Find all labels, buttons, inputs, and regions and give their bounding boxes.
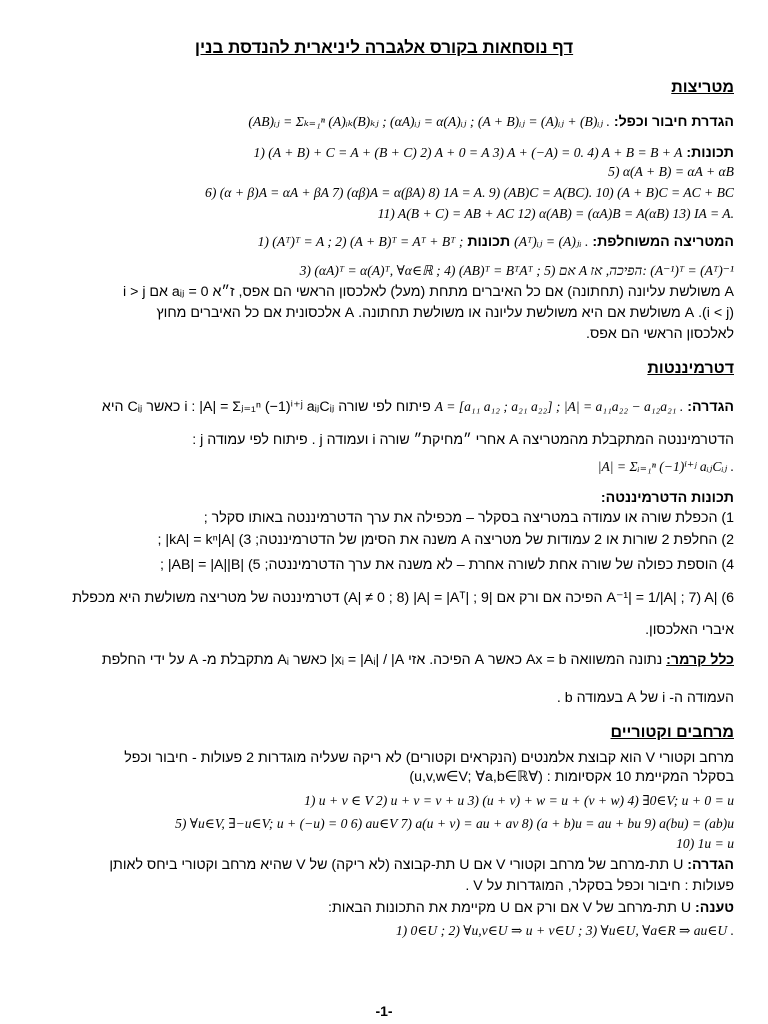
cramer-label: כלל קרמר:: [666, 652, 734, 668]
vs-axioms-line-2: 5) ∀u∈V, ∃−u∈V; u + (−u) = 0 6) au∈V 7) a(u + v) = au + av 8) (a + b)u = au + bu 9) a(bu) = (ab)u: [175, 816, 734, 831]
det-row-expansion: פיתוח לפי שורה i : |A| = Σⱼ₌₁ⁿ (−1)ⁱ⁺ʲ aᵢⱼCᵢⱼ כאשר Cᵢⱼ היא: [101, 399, 431, 415]
det-def-label: הגדרה:: [687, 399, 734, 415]
section-heading-vector-spaces: מרחבים וקטוריים: [610, 724, 734, 741]
section-heading-determinants: דטרמיננטות: [647, 360, 734, 377]
transpose-props: 1) (Aᵀ)ᵀ = A ; 2) (A + B)ᵀ = Aᵀ + Bᵀ ;: [257, 234, 464, 249]
subspace-text: U תת-מרחב של מרחב וקטורי V אם U תת-קבוצה (לא ריקה) של V שהיא מרחב וקטורי ביחס לאותן: [109, 857, 684, 873]
matrix-props-line-3: 6) (α + β)A = αA + βA 7) (αβ)A = α(βA) 8) 1A = A. 9) (AB)C = A(BC). 10) (A + B)C = AC + BC: [205, 185, 734, 200]
matrix-def-label: הגדרת חיבור וכפל:: [613, 114, 734, 130]
transpose-props-label: תכונות: [467, 234, 511, 250]
transpose-formula: (Aᵀ)ᵢⱼ = (A)ⱼᵢ .: [514, 234, 589, 249]
triangular-lower-line: (i < j). A משולשת אם היא משולשת עליונה או משולשת תחתונה. A אלכסונית אם כל האיברים מחוץ: [156, 305, 734, 321]
subspace-def-line: [34, 857, 734, 874]
transpose-label: המטריצה המשוחלפת:: [592, 234, 734, 250]
transpose-line: [34, 233, 734, 251]
subspace-end-line: פעולות : חיבור וכפל בסקלר, המוגדרות על V .: [465, 878, 734, 894]
matrix-props-line-1: [34, 144, 734, 162]
det-prop-6-end: איברי האלכסון.: [645, 622, 734, 638]
det-def-formula: A = [a₁₁ a₁₂ ; a₂₁ a₂₂] ; |A| = a₁₁a₂₂ − a₁₂a₂₁ .: [434, 399, 684, 414]
cramer-text: נתונה המשוואה Ax = b כאשר A הפיכה. אזי xᵢ = |Aᵢ| / |A| כאשר Aᵢ מתקבלת מ- A על ידי החלפת: [101, 652, 663, 668]
section-heading-matrices: מטריצות: [671, 79, 734, 96]
det-prop-2: 2) החלפת 2 שורות או 2 עמודות של מטריצה A משנה את הסימן של הדטרמיננטה; 3) |kA| = kⁿ|A| ;: [157, 532, 734, 548]
matrix-props-formula-1: 1) (A + B) + C = A + (B + C) 2) A + 0 = A 3) A + (−A) = 0. 4) A + B = B + A: [253, 145, 683, 160]
claim-text: U תת-מרחב של V אם ורק אם U מקיימת את התכונות הבאות:: [328, 900, 692, 916]
subspace-label: הגדרה:: [687, 857, 734, 873]
matrix-props-line-4: 11) A(B + C) = AB + AC 12) α(AB) = (αA)B = A(αB) 13) IA = A.: [377, 206, 734, 221]
vs-axioms-line-3: 10) 1u = u: [676, 836, 734, 851]
cramer-line: [34, 652, 734, 669]
matrix-props-line-2: 5) α(A + B) = αA + αB: [608, 164, 734, 179]
matrix-definition-line: [34, 113, 734, 131]
page-number: -1-: [375, 1003, 393, 1019]
det-prop-4: 4) הוספת כפולה של שורה אחת לשורה אחרת – לא משנה את ערך הדטרמיננטה; 5) |AB| = |A||B| ;: [159, 557, 734, 573]
cramer-end-line: העמודה ה- i של A בעמודה b .: [556, 690, 734, 706]
claim-label: טענה:: [695, 900, 734, 916]
det-prop-1: 1) הכפלת שורה או עמודה במטריצה בסקלר – מכפילה את ערך הדטרמיננטה באותו סקלר ;: [203, 510, 734, 526]
matrix-def-formula: (AB)ᵢⱼ = Σₖ₌₁ⁿ (A)ᵢₖ(B)ₖⱼ ; (αA)ᵢⱼ = α(A)ᵢⱼ ; (A + B)ᵢⱼ = (A)ᵢⱼ + (B)ᵢⱼ .: [248, 114, 610, 129]
claim-line: [34, 900, 734, 917]
det-props-label: תכונות הדטרמיננטה:: [600, 490, 734, 506]
vs-def-line-2: בסקלר המקיימת 10 אקסיומות : (∀u,v,w∈V; ∀a,b∈ℝ): [409, 769, 734, 785]
det-definition-line: [34, 398, 734, 416]
claim-props-line: 1) 0∈U ; 2) ∀u,v∈U ⇒ u + v∈U ; 3) ∀u∈U, ∀a∈R ⇒ au∈U .: [395, 923, 734, 938]
triangular-end-line: לאלכסון הראשי הם אפס.: [586, 326, 734, 342]
triangular-upper-line: A משולשת עליונה (תחתונה) אם כל האיברים מתחת (מעל) לאלכסון הראשי הם אפס, ז״א aᵢⱼ = 0 אם i > j: [123, 284, 734, 300]
vs-axioms-line-1: 1) u + v ∈ V 2) u + v = v + u 3) (u + v) + w = u + (v + w) 4) ∃0∈V; u + 0 = u: [304, 793, 734, 808]
vs-def-line-1: מרחב וקטורי V הוא קבוצת אלמנטים (הנקראים וקטורים) לא ריקה שעליה מוגדרות 2 פעולות - חיבור וכפל: [124, 750, 734, 766]
det-col-expansion-line: |A| = Σᵢ₌₁ⁿ (−1)ⁱ⁺ʲ aᵢⱼCᵢⱼ .: [597, 459, 734, 474]
det-prop-6: 6) |A⁻¹| = 1/|A| ; 7) A הפיכה אם ורק אם |A| ≠ 0 ; 8) |A| = |Aᵀ| ; 9) דטרמיננטה של מטריצה משולשת היא מכפלת: [72, 590, 734, 606]
matrix-props-label: תכונות:: [686, 145, 734, 161]
page-title: דף נוסחאות בקורס אלגברה ליניארית להנדסת בנין: [194, 38, 574, 57]
transpose-line-2: 3) (αA)ᵀ = α(A)ᵀ, ∀α∈ℝ ; 4) (AB)ᵀ = BᵀAᵀ ; 5) אם A הפיכה, אז: (A⁻¹)ᵀ = (Aᵀ)⁻¹: [299, 263, 734, 278]
det-minor-line: הדטרמיננטה המתקבלת מהמטריצה A אחרי ״מחיקת״ שורה i ועמודה j . פיתוח לפי עמודה j :: [192, 432, 734, 448]
